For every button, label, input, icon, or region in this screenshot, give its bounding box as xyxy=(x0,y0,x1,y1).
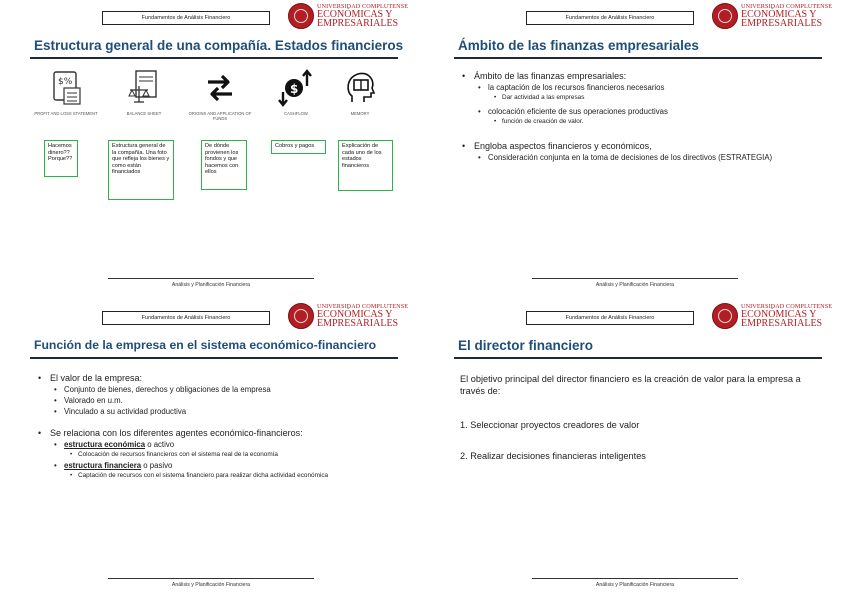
cashflow-item: $ CASHFLOW xyxy=(264,68,328,116)
footer-divider xyxy=(108,578,314,579)
university-logo: UNIVERSIDAD COMPLUTENSE ECONÓMICAS Y EMPRESARIALES xyxy=(710,302,844,330)
green-note-box: Explicación de cada uno de los estados financieros xyxy=(338,140,393,191)
course-name: Fundamentos de Análisis Financiero xyxy=(102,11,270,25)
footer-text: Análisis y Planificación Financiera xyxy=(595,582,675,588)
bullet-list: • El valor de la empresa: • Conjunto de bienes, derechos y obligaciones de la empresa • Valorado en u.m. • Vinculado a su actividad productiva • Se relaciona con los diferentes agentes económico-financieros: • estructura económica o activo • Colocación de recursos financieros con el sistema real de la economía • estructura financiera o pasivo • Captación de recursos con el sistema financiero para realizar dicha actividad económica xyxy=(38,372,398,480)
university-seal-icon xyxy=(712,3,738,29)
title-divider xyxy=(454,357,822,359)
balance-sheet-item: BALANCE SHEET xyxy=(112,68,176,116)
university-logo: UNIVERSIDAD COMPLUTENSE ECONÓMICAS Y EMPRESARIALES xyxy=(286,302,420,330)
footer-divider xyxy=(108,278,314,279)
slide-1 xyxy=(0,0,424,300)
course-name: Fundamentos de Análisis Financiero xyxy=(102,311,270,325)
university-seal-icon xyxy=(712,303,738,329)
green-note-box: Estructura general de la compañía. Una foto que refleja los bienes y como están financiados xyxy=(108,140,174,200)
slide-2 xyxy=(424,0,848,300)
slide-3 xyxy=(0,300,424,600)
balance-sheet-icon xyxy=(126,68,162,108)
svg-text:$: $ xyxy=(290,82,299,96)
footer-text: Análisis y Planificación Financiera xyxy=(595,282,675,288)
profit-loss-item: $% PROFIT AND LOSS STATEMENT xyxy=(34,68,98,116)
slide-title: Función de la empresa en el sistema económico-financiero xyxy=(34,338,377,352)
svg-text:$%: $% xyxy=(58,77,73,87)
footer-text: Análisis y Planificación Financiera xyxy=(171,582,251,588)
list-item: 2. Realizar decisiones financieras inteligentes xyxy=(460,451,646,461)
green-note-box: Cobros y pagos xyxy=(271,140,326,154)
university-seal-icon xyxy=(288,3,314,29)
green-note-box: Hacemos dinero?? Porque?? xyxy=(44,140,78,177)
university-logo: UNIVERSIDAD COMPLUTENSE ECONÓMICAS Y EMPRESARIALES xyxy=(710,2,844,30)
course-name: Fundamentos de Análisis Financiero xyxy=(526,311,694,325)
bullet-list: • Ámbito de las finanzas empresariales: • la captación de los recursos financieros necesarios • Dar actividad a las empresas • colocación eficiente de sus operaciones productivas • función de creación de valor. • Engloba aspectos financieros y económicos, • Consideración conjunta en la toma de decisiones de los directivos (ESTRATEGIA) xyxy=(462,70,822,163)
footer-divider xyxy=(532,578,738,579)
funds-item: ORIGINS AND APPLICATION OF FUNDS xyxy=(188,68,252,121)
funds-flow-icon xyxy=(202,68,238,108)
slide-title: Estructura general de una compañía. Estados financieros xyxy=(34,38,404,53)
profit-loss-icon xyxy=(48,68,84,108)
memory-icon xyxy=(342,68,378,108)
university-logo: UNIVERSIDAD COMPLUTENSE ECONÓMICAS Y EMPRESARIALES xyxy=(286,2,420,30)
footer-text: Análisis y Planificación Financiera xyxy=(171,282,251,288)
green-note-box: De dónde provienen los fondos y que hacemos con ellos xyxy=(201,140,247,190)
slide-title: Ámbito de las finanzas empresariales xyxy=(458,38,699,53)
list-item: 1. Seleccionar proyectos creadores de valor xyxy=(460,420,640,430)
slide-4 xyxy=(424,300,848,600)
footer-divider xyxy=(532,278,738,279)
title-divider xyxy=(30,57,398,59)
course-name: Fundamentos de Análisis Financiero xyxy=(526,11,694,25)
cashflow-icon xyxy=(278,68,314,108)
title-divider xyxy=(30,357,398,359)
university-seal-icon xyxy=(288,303,314,329)
slide-title: El director financiero xyxy=(458,338,594,353)
title-divider xyxy=(454,57,822,59)
memory-item: MEMORY xyxy=(328,68,392,116)
intro-paragraph: El objetivo principal del director financiero es la creación de valor para la empresa a través de: xyxy=(460,374,801,396)
